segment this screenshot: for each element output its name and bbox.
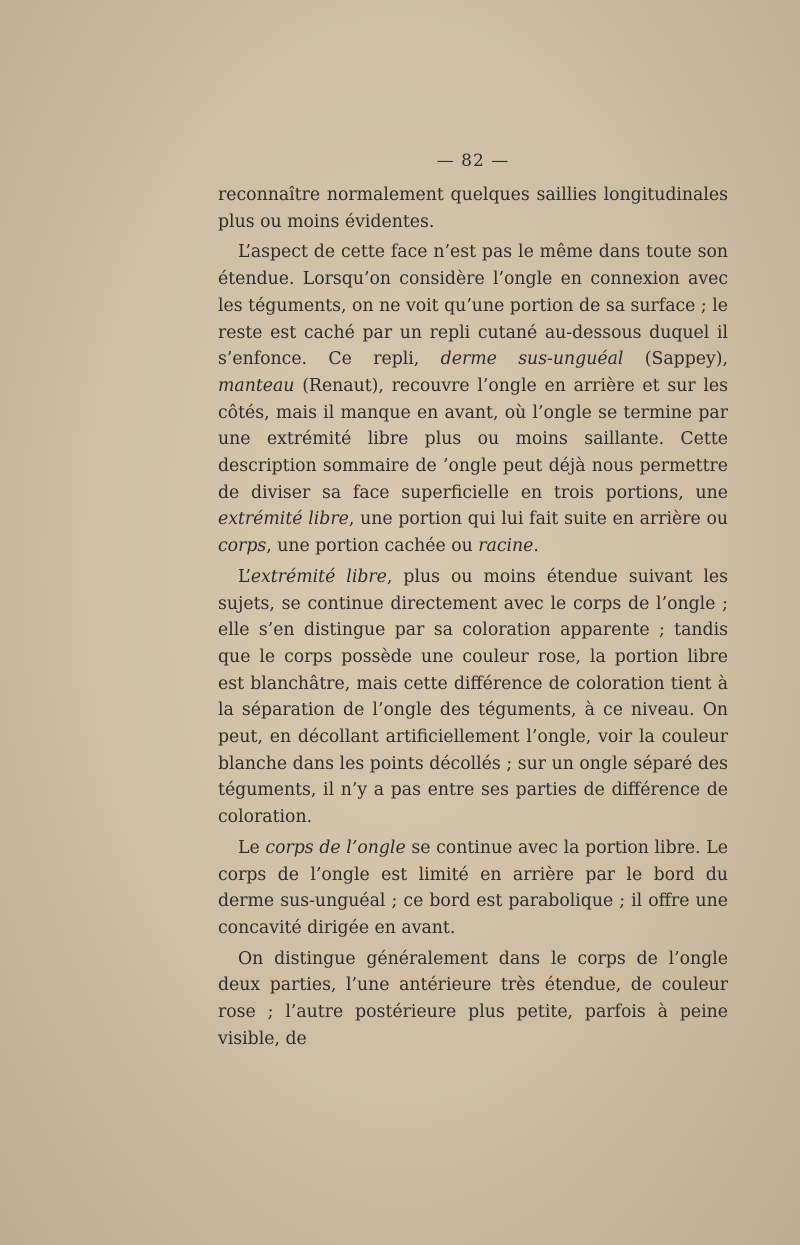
- term-manteau: manteau: [218, 375, 295, 396]
- paragraph-2-text: .: [533, 536, 539, 557]
- paragraph-1-text: reconnaître normalement quelques saillies longitudinales plus ou moins évidentes.: [218, 185, 728, 232]
- paragraph-2-text: , une portion cachée ou: [266, 536, 479, 557]
- paragraph-2: [218, 239, 728, 559]
- paragraph-1: [218, 182, 728, 235]
- paragraph-5: [218, 946, 728, 1053]
- term-corps-de-l-ongle: corps de l’ongle: [265, 837, 406, 858]
- term-extremite-libre-heading: extrémité libre: [250, 566, 387, 587]
- paragraph-4: [218, 835, 728, 942]
- page-number: — 82 —: [436, 151, 510, 171]
- paragraph-3: [218, 564, 728, 831]
- paragraph-3-text: , plus ou moins étendue suivant les sujets, se continue directement avec le corps de l’ongle ; elle s’en distingue par sa coloration apparente ; tandis que le corps possède une couleur rose, la portion libre est blanchâtre, mais cette différence de coloration tient à la séparation de l’ongle des téguments, à ce niveau. On peut, en décollant artificiellement l’ongle, voir la couleur blanche dans les points décollés ; sur un ongle séparé des téguments, il n’y a pas entre ses parties de différence de coloration.: [218, 566, 728, 828]
- paragraph-3-text: L’: [238, 566, 251, 587]
- term-extremite-libre: extrémité libre: [218, 509, 349, 530]
- paragraph-4-text: se continue avec la portion libre. Le corps de l’ongle est limité en arrière par le bord du derme sus-unguéal ; ce bord est parabolique ; il offre une concavité dirigée en avant.: [218, 837, 729, 938]
- paragraph-2-text: L’aspect de cette face n’est pas le même dans toute son étendue. Lorsqu’on considère l’ongle en connexion avec les téguments, on ne voit qu’une portion de sa surface ; le reste est caché par un repli cutané au-dessous duquel il s’enfonce. Ce repli,: [218, 242, 728, 370]
- term-derme-sus-ungueal: derme sus-unguéal: [440, 349, 624, 370]
- paragraph-4-text: Le: [238, 837, 266, 858]
- term-racine: racine: [478, 536, 534, 557]
- term-corps: corps: [218, 536, 267, 557]
- document-page: [218, 150, 728, 1053]
- paragraph-2-text: , une portion qui lui fait suite en arrière ou: [348, 509, 728, 530]
- paragraph-2-text: (Sappey),: [623, 349, 729, 370]
- paragraph-2-text: (Renaut), recouvre l’ongle en arrière et sur les côtés, mais il manque en avant, où l’ongle se termine par une extrémité libre plus ou moins saillante. Cette description sommaire de ’ongle peut déjà nous permettre de diviser sa face superficielle en trois portions, une: [218, 375, 728, 503]
- paragraph-5-text: On distingue généralement dans le corps de l’ongle deux parties, l’une antérieure très étendue, de couleur rose ; l’autre postérieure plus petite, parfois à peine visible, de: [218, 948, 728, 1049]
